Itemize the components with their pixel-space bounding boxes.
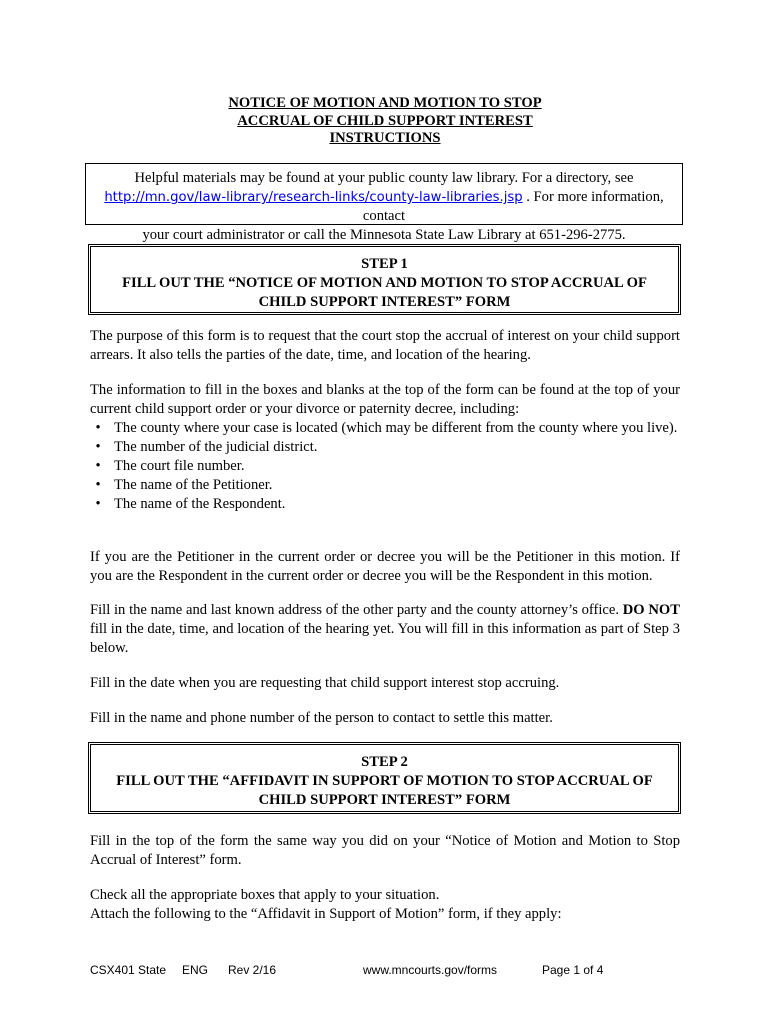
step-2-heading: STEP 2 — [361, 754, 408, 770]
step-2-line-2: CHILD SUPPORT INTEREST” FORM — [258, 792, 511, 808]
address-paragraph: Fill in the name and last known address of the other party and the county attorney’s office. DO NOT fill in the date, time, and location of the hearing yet. You will fill in this information as part of Step 3 below. — [90, 602, 681, 656]
help-line-2 — [86, 188, 682, 226]
footer-page-number: Page 1 of 4 — [542, 963, 604, 977]
list-item: • The name of the Petitioner. — [90, 476, 680, 495]
step-1-box — [88, 244, 681, 315]
help-line-2-rest: . For more information, contact — [362, 189, 664, 224]
step-1-line-1: FILL OUT THE “NOTICE OF MOTION AND MOTION TO STOP ACCRUAL OF — [122, 275, 647, 291]
title-line-3: INSTRUCTIONS — [329, 130, 441, 146]
bullet-icon: • — [95, 439, 101, 455]
date-paragraph: Fill in the date when you are requesting that child support interest stop accruing. — [90, 675, 560, 691]
page-footer — [90, 963, 690, 979]
list-item: • The county where your case is located (which may be different from the county where you live). — [90, 419, 680, 438]
do-not-emphasis: DO NOT — [622, 602, 681, 618]
footer-language: ENG — [182, 963, 209, 977]
help-box — [85, 163, 683, 243]
petitioner-paragraph: If you are the Petitioner in the current order or decree you will be the Petitioner in this motion. If you are the Respondent in the current order or decree you will be the Respondent in this motion. — [90, 549, 680, 584]
law-library-link[interactable]: http://mn.gov/law-library/research-links/county-law-libraries.jsp — [104, 190, 523, 205]
purpose-paragraph: The purpose of this form is to request that the court stop the accrual of interest on your child support arrears. It also tells the parties of the date, time, and location of the hearing. — [90, 328, 680, 363]
list-item: • The name of the Respondent. — [90, 495, 680, 514]
title-line-1: NOTICE OF MOTION AND MOTION TO STOP — [228, 95, 542, 111]
check-boxes-paragraph: Check all the appropriate boxes that apply to your situation. Attach the following to the “Affidavit in Support of Motion” form, if they apply: — [90, 887, 562, 922]
bullet-icon: • — [95, 420, 101, 436]
footer-form-id: CSX401 State — [90, 963, 167, 977]
footer-website: www.mncourts.gov/forms — [363, 963, 498, 977]
list-item: • The number of the judicial district. — [90, 438, 680, 457]
bullet-icon: • — [95, 496, 101, 512]
help-line-3: your court administrator or call the Minnesota State Law Library at 651-296-2775. — [142, 227, 626, 243]
step-1-heading: STEP 1 — [361, 256, 408, 272]
top-of-form-paragraph: Fill in the top of the form the same way you did on your “Notice of Motion and Motion to Stop Accrual of Interest” form. — [90, 833, 680, 868]
info-paragraph: The information to fill in the boxes and blanks at the top of the form can be found at the top of your current child support order or your divorce or paternity decree, including: — [90, 382, 680, 417]
step-2-line-1: FILL OUT THE “AFFIDAVIT IN SUPPORT OF MOTION TO STOP ACCRUAL OF — [116, 773, 653, 789]
info-bullet-list — [90, 419, 680, 514]
title-line-2: ACCRUAL OF CHILD SUPPORT INTEREST — [237, 112, 533, 129]
list-item: • The court file number. — [90, 457, 680, 476]
step-2-box — [88, 742, 681, 814]
bullet-icon: • — [95, 458, 101, 474]
document-title — [90, 95, 680, 148]
step-1-line-2: CHILD SUPPORT INTEREST” FORM — [258, 294, 511, 310]
footer-revision: Rev 2/16 — [228, 963, 277, 977]
bullet-icon: • — [95, 477, 101, 493]
help-line-1: Helpful materials may be found at your public county law library. For a directory, see — [134, 170, 634, 186]
contact-paragraph: Fill in the name and phone number of the person to contact to settle this matter. — [90, 710, 553, 726]
